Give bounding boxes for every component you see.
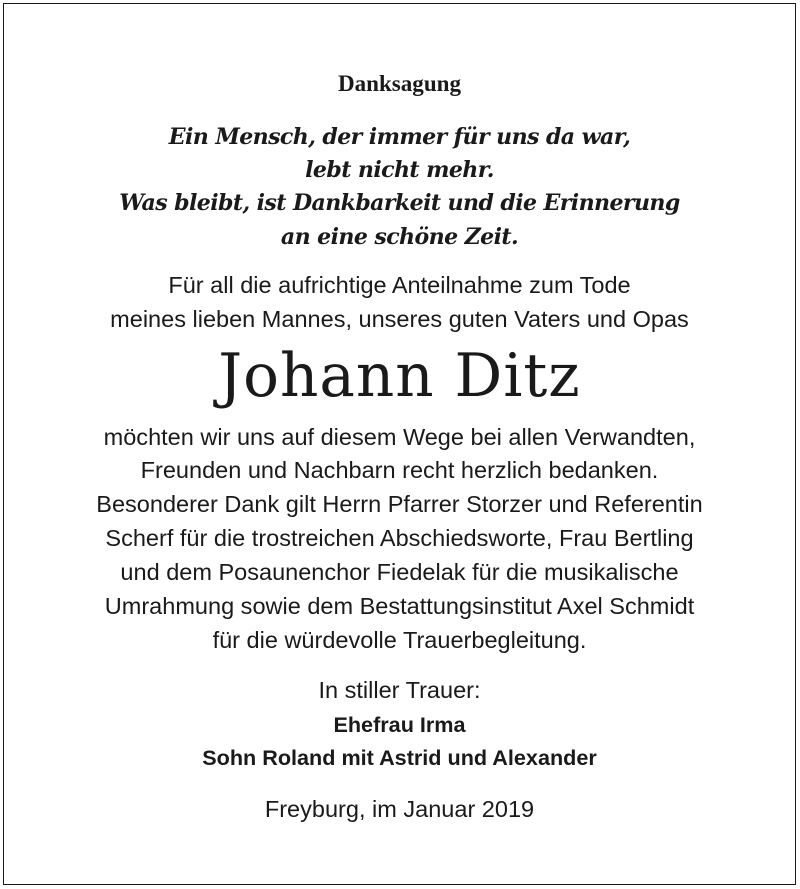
intro-line-2: meines lieben Mannes, unseres guten Vaters und Opas: [110, 306, 689, 332]
motto-line-1: Ein Mensch, der immer für uns da war,: [168, 124, 631, 150]
thanks-line-2: Freunden und Nachbarn recht herzlich bedanken.: [140, 457, 659, 483]
place-date: Freyburg, im Januar 2019: [264, 796, 535, 822]
motto-line-2: lebt nicht mehr.: [305, 157, 494, 183]
intro-line-1: Für all die aufrichtige Anteilnahme zum Tode: [168, 272, 631, 298]
motto-line-3: Was bleibt, ist Dankbarkeit und die Erinnerung: [119, 190, 680, 216]
thanks-line-7: für die würdevolle Trauerbegleitung.: [212, 627, 587, 653]
mourning-label: In stiller Trauer:: [318, 677, 481, 703]
thanks-line-1: möchten wir uns auf diesem Wege bei allen Verwandten,: [103, 424, 696, 450]
thanks-line-6: Umrahmung sowie dem Bestattungsinstitut Axel Schmidt: [104, 593, 695, 619]
obituary-notice: [3, 3, 796, 885]
deceased-name: Johann Ditz: [218, 342, 581, 411]
mourner-line-2: Sohn Roland mit Astrid und Alexander: [202, 745, 597, 770]
notice-heading: Danksagung: [338, 70, 461, 96]
motto-line-4: an eine schöne Zeit.: [280, 224, 519, 250]
thanks-line-5: und dem Posaunenchor Fiedelak für die musikalische: [120, 559, 679, 585]
thanks-line-3: Besonderer Dank gilt Herrn Pfarrer Storzer und Referentin: [96, 491, 703, 517]
mourner-line-1: Ehefrau Irma: [333, 712, 466, 737]
thanks-line-4: Scherf für die trostreichen Abschiedsworte, Frau Bertling: [105, 525, 694, 551]
